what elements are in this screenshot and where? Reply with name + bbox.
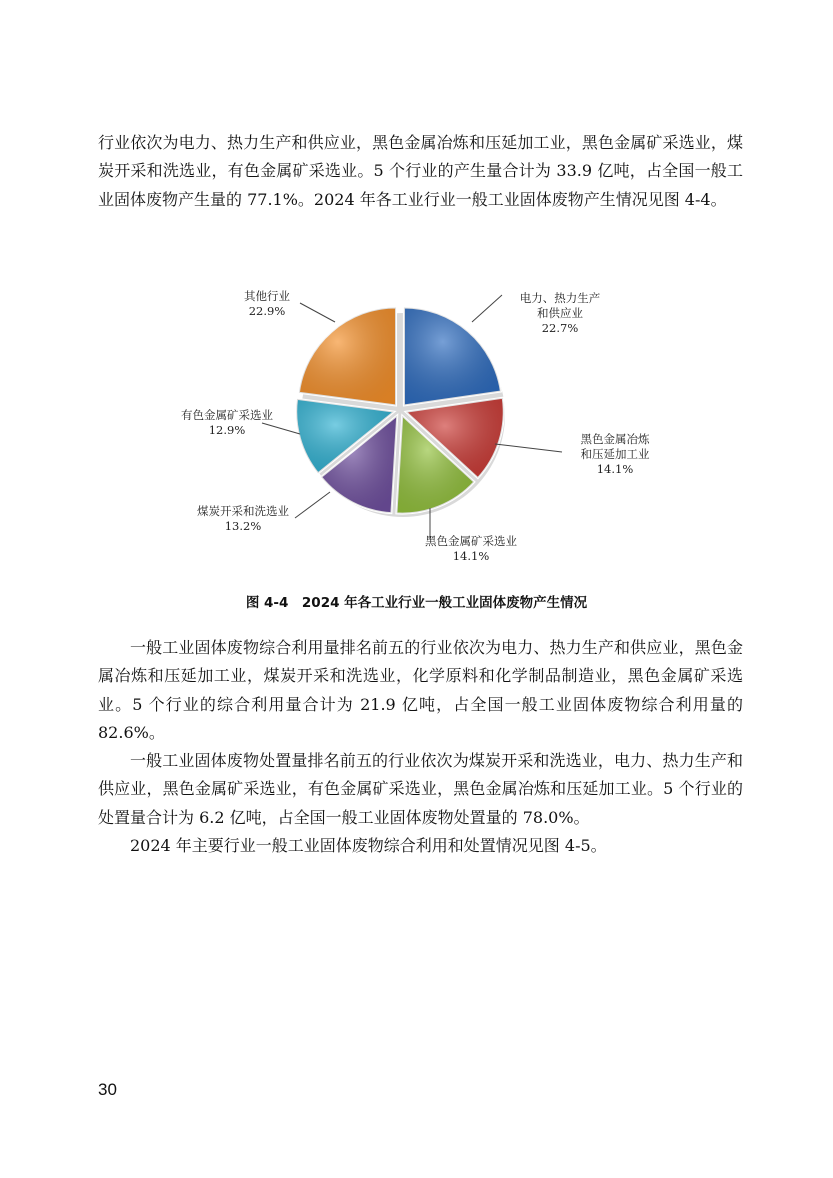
slice-category-label-4: 煤炭开采和洗选业 bbox=[197, 504, 289, 518]
paragraph-figure-ref: 2024 年主要行业一般工业固体废物综合利用和处置情况见图 4-5。 bbox=[130, 836, 607, 855]
slice-value-label-4: 13.2% bbox=[224, 519, 262, 533]
pie-slice-shading-6 bbox=[299, 307, 396, 405]
slice-value-label-2: 14.1% bbox=[596, 462, 634, 476]
slice-category-label-1: 电力、热力生产 bbox=[519, 291, 601, 305]
leader-line-4 bbox=[295, 492, 330, 518]
slice-category-label-3: 黑色金属矿采选业 bbox=[425, 534, 517, 548]
slice-value-label-5: 12.9% bbox=[208, 423, 246, 437]
slice-value-label-1: 22.7% bbox=[541, 321, 579, 335]
leader-line-5 bbox=[262, 423, 300, 434]
slice-value-label-3: 14.1% bbox=[452, 549, 490, 563]
slice-value-label-6: 22.9% bbox=[248, 304, 286, 318]
paragraph-utilization: 一般工业固体废物综合利用量排名前五的行业依次为电力、热力生产和供应业，黑色金属冶炼和压延加工业，煤炭开采和洗选业，化学原料和化学制品制造业，黑色金属矿采选业。5 个行业的综合利用量合计为 21.9 亿吨，占全国一般工业固体废物综合利用量的 82.6%。 bbox=[98, 638, 743, 743]
slice-category-label-6: 其他行业 bbox=[244, 289, 290, 303]
figure-caption: 图 4-4 2024 年各工业行业一般工业固体废物产生情况 bbox=[245, 595, 588, 611]
slice-category-label-5: 有色金属矿采选业 bbox=[181, 408, 273, 422]
slice-category-label-1: 和供应业 bbox=[537, 306, 583, 320]
paragraph-disposal: 一般工业固体废物处置量排名前五的行业依次为煤炭开采和洗选业，电力、热力生产和供应业，黑色金属矿采选业，有色金属矿采选业，黑色金属冶炼和压延加工业。5 个行业的处置量合计为 6.2 亿吨，占全国一般工业固体废物处置量的 78.0%。 bbox=[98, 751, 743, 827]
pie-slice-shading-1 bbox=[404, 307, 501, 405]
paragraph-intro: 行业依次为电力、热力生产和供应业，黑色金属冶炼和压延加工业，黑色金属矿采选业，煤炭开采和洗选业，有色金属矿采选业。5 个行业的产生量合计为 33.9 亿吨，占全国一般工业固体废物产生量的 77.1%。2024 年各工业行业一般工业固体废物产生情况见图 4-4。 bbox=[98, 133, 743, 209]
leader-line-6 bbox=[300, 303, 335, 322]
slice-category-label-2: 黑色金属冶炼 bbox=[580, 432, 650, 446]
leader-line-2 bbox=[495, 444, 562, 452]
pie-chart bbox=[150, 282, 690, 582]
leader-line-1 bbox=[472, 295, 502, 322]
page-number: 30 bbox=[98, 1080, 117, 1099]
slice-category-label-2: 和压延加工业 bbox=[580, 447, 650, 461]
pie-chart-svg bbox=[150, 282, 690, 582]
